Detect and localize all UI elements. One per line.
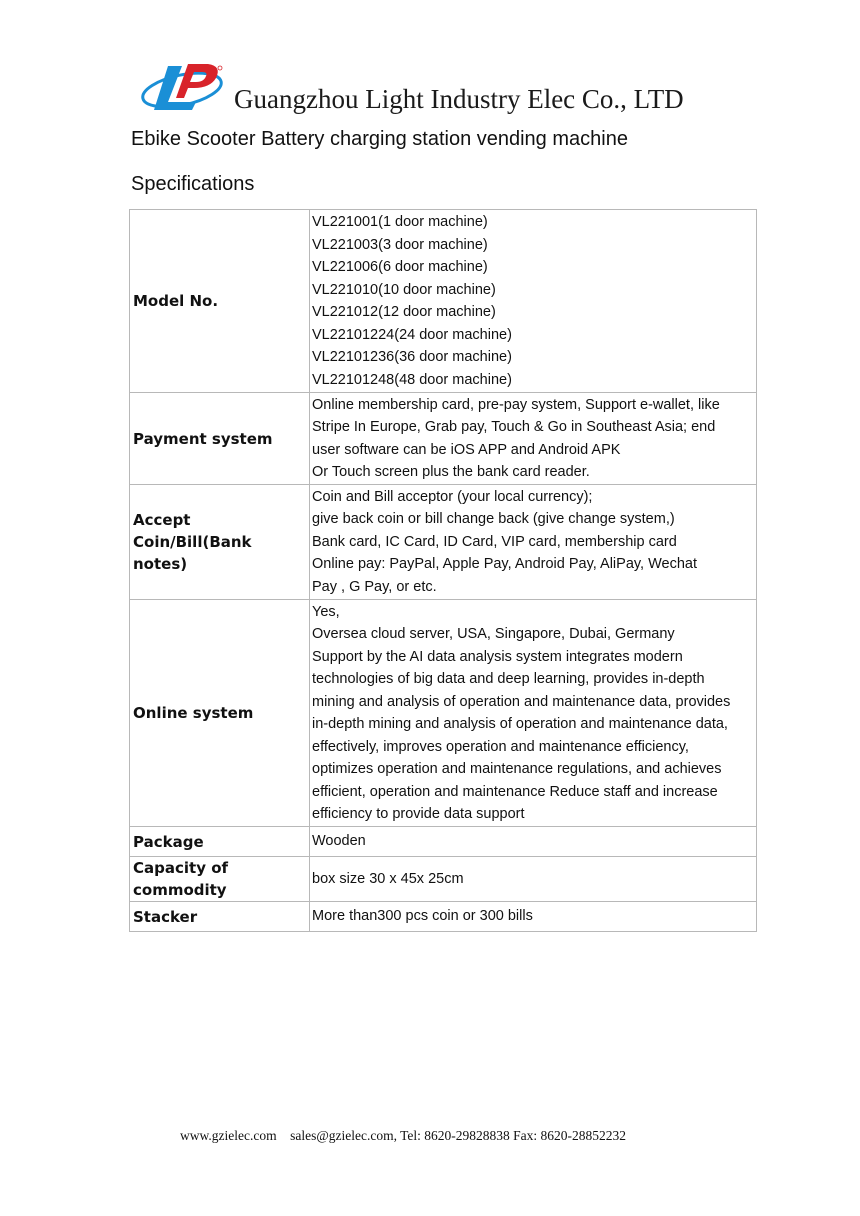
footer-website: www.gzielec.com xyxy=(180,1128,277,1143)
row-label: Model No. xyxy=(130,210,310,393)
value-line: efficient, operation and maintenance Reduce staff and increase xyxy=(312,783,718,800)
row-label: Accept Coin/Bill(Bank notes) xyxy=(130,485,310,600)
value-line: user software can be iOS APP and Android APK xyxy=(312,441,621,458)
value-line: Yes, xyxy=(312,603,340,620)
value-line: Wooden xyxy=(312,833,366,850)
value-line: Or Touch screen plus the bank card reader. xyxy=(312,464,590,480)
row-value xyxy=(310,600,757,827)
value-line: VL22101224(24 door machine) xyxy=(312,326,512,343)
row-label: Package xyxy=(130,827,310,857)
value-line: mining and analysis of operation and maintenance data, provides xyxy=(312,693,731,710)
specifications-table xyxy=(129,209,757,932)
row-value xyxy=(310,902,757,932)
table-row xyxy=(130,902,757,932)
row-label: Online system xyxy=(130,600,310,827)
value-line: efficiency to provide data support xyxy=(312,806,525,822)
letterhead xyxy=(130,56,770,120)
row-label: Payment system xyxy=(130,393,310,485)
row-value xyxy=(310,485,757,600)
value-line: Bank card, IC Card, ID Card, VIP card, membership card xyxy=(312,533,677,550)
section-heading: Specifications xyxy=(131,173,255,195)
document-title: Ebike Scooter Battery charging station vending machine xyxy=(131,128,628,150)
footer-contact xyxy=(180,1128,626,1144)
company-logo-icon xyxy=(138,58,230,116)
value-line: VL221012(12 door machine) xyxy=(312,304,496,320)
row-value xyxy=(310,857,757,902)
value-line: Coin and Bill acceptor (your local currency); xyxy=(312,488,593,505)
value-line: VL221006(6 door machine) xyxy=(312,259,488,275)
table-row xyxy=(130,600,757,827)
value-line: More than300 pcs coin or 300 bills xyxy=(312,908,533,925)
value-line: VL22101248(48 door machine) xyxy=(312,371,512,388)
value-line: Online membership card, pre-pay system, Support e-wallet, like xyxy=(312,396,720,413)
footer-contact-details: sales@gzielec.com, Tel: 8620-29828838 Fax: 8620-28852232 xyxy=(290,1128,627,1143)
table-row xyxy=(130,393,757,485)
row-value xyxy=(310,827,757,857)
row-value xyxy=(310,210,757,393)
row-label: Stacker xyxy=(130,902,310,932)
value-line: Pay , G Pay, or etc. xyxy=(312,578,437,595)
table-row xyxy=(130,210,757,393)
table-row xyxy=(130,827,757,857)
value-line: Support by the AI data analysis system integrates modern xyxy=(312,648,683,665)
company-name: Guangzhou Light Industry Elec Co., LTD xyxy=(234,84,684,114)
row-label: Capacity of commodity xyxy=(130,857,310,902)
row-value xyxy=(310,393,757,485)
value-line: technologies of big data and deep learning, provides in-depth xyxy=(312,671,705,687)
value-line: Stripe In Europe, Grab pay, Touch & Go in Southeast Asia; end xyxy=(312,419,716,435)
table-row xyxy=(130,485,757,600)
value-line: Online pay: PayPal, Apple Pay, Android Pay, AliPay, Wechat xyxy=(312,556,698,573)
value-line: optimizes operation and maintenance regulations, and achieves xyxy=(312,761,722,777)
value-line: effectively, improves operation and maintenance efficiency, xyxy=(312,738,689,755)
value-line: box size 30 x 45x 25cm xyxy=(312,870,464,887)
value-line: VL22101236(36 door machine) xyxy=(312,349,512,365)
value-line: in-depth mining and analysis of operation and maintenance data, xyxy=(312,716,728,732)
value-line: VL221010(10 door machine) xyxy=(312,281,496,298)
value-line: VL221001(1 door machine) xyxy=(312,214,488,230)
value-line: give back coin or bill change back (give change system,) xyxy=(312,511,675,528)
value-line: VL221003(3 door machine) xyxy=(312,236,488,253)
table-row xyxy=(130,857,757,902)
value-line: Oversea cloud server, USA, Singapore, Dubai, Germany xyxy=(312,626,675,642)
